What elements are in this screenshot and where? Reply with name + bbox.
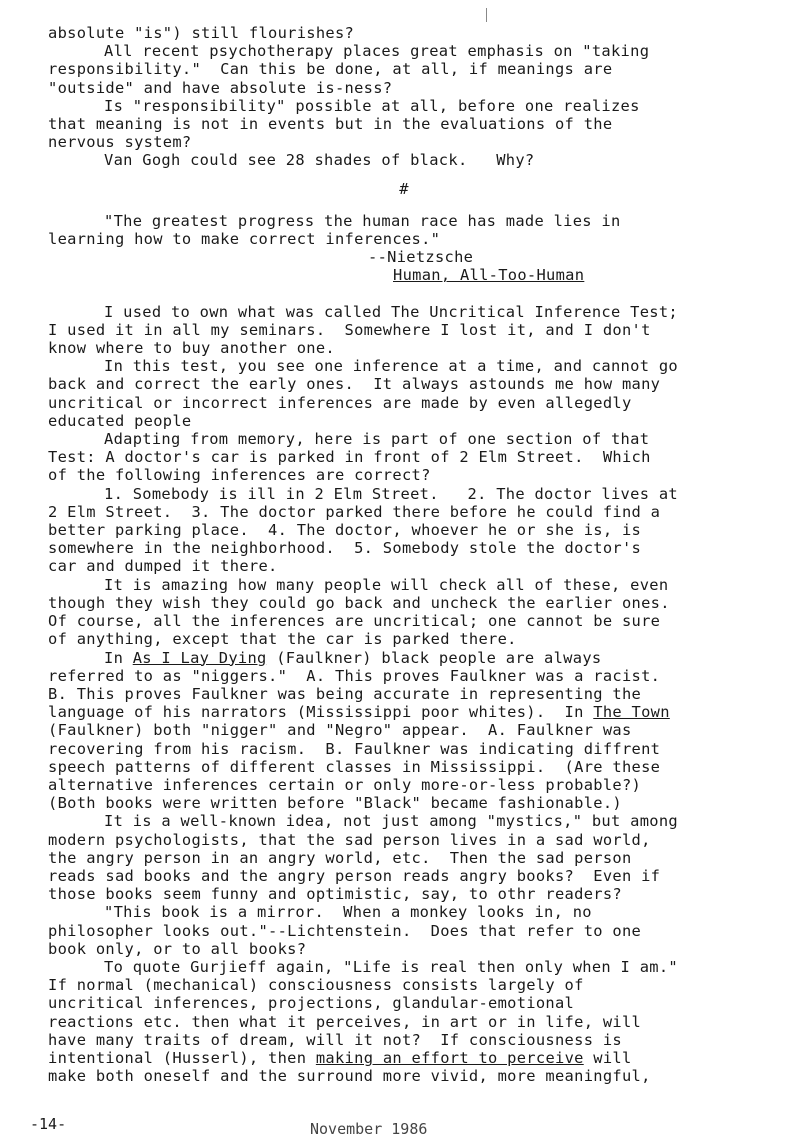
quote-line: learning how to make correct inferences."	[48, 230, 441, 249]
text-line: Of course, all the inferences are uncritical; one cannot be sure	[48, 612, 661, 631]
text-line: nervous system?	[48, 133, 192, 152]
text-line: uncritical inferences, projections, glandular-emotional	[48, 994, 575, 1013]
text-line: of anything, except that the car is parked there.	[48, 630, 517, 649]
text-line: Is "responsibility" possible at all, before one realizes	[104, 96, 640, 115]
text-line: All recent psychotherapy places great emphasis on "taking	[104, 42, 650, 61]
text-line: I used to own what was called The Uncritical Inference Test;	[104, 302, 678, 321]
text-line: back and correct the early ones. It always astounds me how many	[48, 375, 661, 394]
text-line: car and dumped it there.	[48, 557, 278, 576]
text-line: somewhere in the neighborhood. 5. Somebody stole the doctor's	[48, 539, 642, 558]
text-line: "This book is a mirror. When a monkey looks in, no	[104, 903, 592, 922]
text-line: absolute "is") still flourishes?	[48, 24, 355, 42]
text-span: will	[583, 1048, 632, 1067]
text-line	[48, 649, 760, 667]
document-page	[48, 24, 760, 1085]
text-span: In	[104, 648, 133, 667]
text-line: alternative inferences certain or only more-or-less probable?)	[48, 775, 642, 794]
text-line: though they wish they could go back and uncheck the earlier ones.	[48, 593, 670, 612]
quote-author: --Nietzsche	[368, 248, 474, 267]
book-title: The Town	[593, 703, 670, 722]
section-separator: #	[399, 179, 409, 198]
text-span: (Faulkner) black people are always	[266, 648, 602, 667]
text-line: reactions etc. then what it perceives, in art or in life, will	[48, 1012, 642, 1031]
emphasis: making an effort to perceive	[315, 1048, 584, 1067]
text-line: It is a well-known idea, not just among "mystics," but among	[104, 812, 678, 831]
text-line: make both oneself and the surround more vivid, more meaningful,	[48, 1067, 651, 1086]
text-line: that meaning is not in events but in the evaluations of the	[48, 115, 613, 134]
text-line: speech patterns of different classes in Mississippi. (Are these	[48, 757, 661, 776]
text-line: referred to as "niggers." A. This proves Faulkner was a racist.	[48, 666, 661, 685]
text-line: book only, or to all books?	[48, 939, 307, 958]
text-line	[48, 1049, 760, 1067]
text-line: 1. Somebody is ill in 2 Elm Street. 2. The doctor lives at	[104, 484, 678, 503]
text-line: (Faulkner) both "nigger" and "Negro" appear. A. Faulkner was	[48, 721, 632, 740]
book-title: As I Lay Dying	[132, 648, 267, 667]
text-line: the angry person in an angry world, etc. Then the sad person	[48, 848, 632, 867]
text-line: Test: A doctor's car is parked in front of 2 Elm Street. Which	[48, 448, 651, 467]
text-line: educated people	[48, 411, 192, 430]
text-line: have many traits of dream, will it not? If consciousness is	[48, 1030, 622, 1049]
text-line: 2 Elm Street. 3. The doctor parked there before he could find a	[48, 502, 661, 521]
page-number: -14-	[30, 1115, 67, 1133]
quote-line: "The greatest progress the human race has made lies in	[104, 211, 621, 230]
text-line: It is amazing how many people will check all of these, even	[104, 575, 669, 594]
text-line: B. This proves Faulkner was being accurate in representing the	[48, 684, 642, 703]
text-span: intentional (Husserl), then	[48, 1048, 316, 1067]
text-line: recovering from his racism. B. Faulkner was indicating diffrent	[48, 739, 661, 758]
text-line: of the following inferences are correct?	[48, 466, 431, 485]
footer-date: November 1986	[310, 1120, 428, 1138]
text-line: better parking place. 4. The doctor, whoever he or she is, is	[48, 521, 642, 540]
text-line: those books seem funny and optimistic, say, to othr readers?	[48, 885, 622, 904]
text-line: (Both books were written before "Black" became fashionable.)	[48, 794, 622, 813]
text-line	[48, 703, 760, 721]
text-line: uncritical or incorrect inferences are made by even allegedly	[48, 393, 632, 412]
text-line: "outside" and have absolute is-ness?	[48, 78, 393, 97]
quote-title: Human, All-Too-Human	[393, 266, 585, 285]
text-line: Adapting from memory, here is part of one section of that	[104, 430, 650, 449]
text-span: language of his narrators (Mississippi poor whites). In	[48, 703, 594, 722]
stray-mark	[486, 8, 487, 22]
text-line: responsibility." Can this be done, at all, if meanings are	[48, 60, 613, 79]
text-line: I used it in all my seminars. Somewhere I lost it, and I don't	[48, 320, 651, 339]
text-line: If normal (mechanical) consciousness consists largely of	[48, 976, 584, 995]
text-line: In this test, you see one inference at a time, and cannot go	[104, 357, 678, 376]
text-line: To quote Gurjieff again, "Life is real then only when I am."	[104, 957, 678, 976]
text-line: modern psychologists, that the sad person lives in a sad world,	[48, 830, 651, 849]
text-line: reads sad books and the angry person reads angry books? Even if	[48, 866, 661, 885]
text-line: know where to buy another one.	[48, 339, 335, 358]
text-line: philosopher looks out."--Lichtenstein. Does that refer to one	[48, 921, 642, 940]
text-line: Van Gogh could see 28 shades of black. Why?	[104, 151, 535, 170]
